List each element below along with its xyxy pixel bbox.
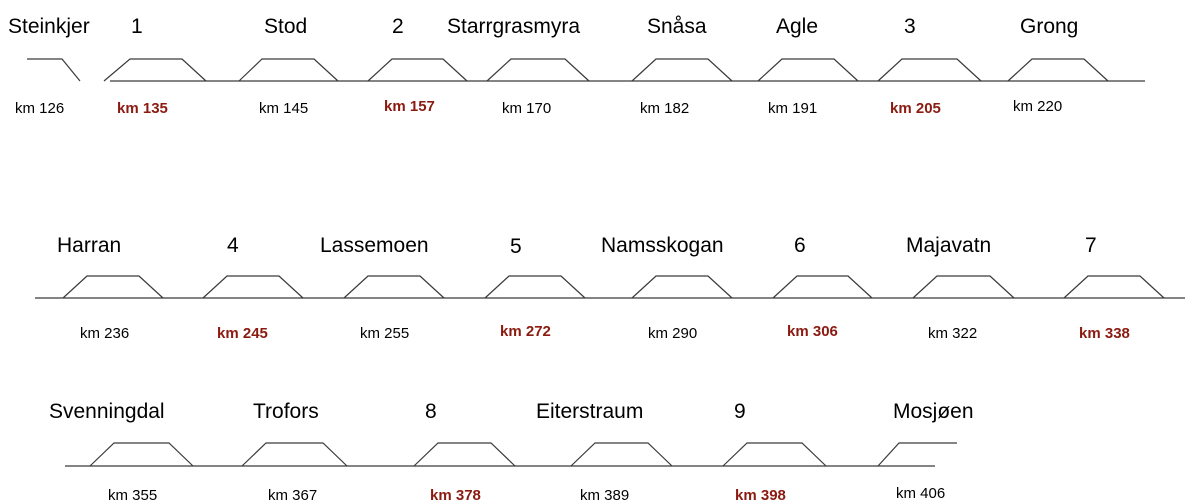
km-marker-label: km 145	[259, 100, 309, 117]
station-symbol	[723, 443, 826, 466]
station-symbol	[487, 59, 589, 81]
km-marker-label: km 182	[640, 100, 690, 117]
station-symbol	[1064, 276, 1164, 298]
km-marker-label: km 367	[268, 487, 318, 504]
km-marker-label: km 272	[500, 323, 551, 340]
station-symbol	[27, 59, 80, 81]
station-symbol	[368, 59, 467, 81]
station-name-label: Stod	[264, 15, 308, 38]
section-number-label: 9	[734, 400, 746, 423]
station-name-label: Agle	[776, 15, 819, 38]
station-name-label: Steinkjer	[8, 15, 90, 38]
section-number-label: 4	[227, 234, 239, 257]
diagram-row-1	[8, 15, 1145, 117]
station-symbol	[242, 443, 347, 466]
station-symbol	[63, 276, 163, 298]
km-marker-label: km 406	[896, 485, 946, 502]
km-marker-label: km 220	[1013, 98, 1063, 115]
km-marker-label: km 255	[360, 325, 410, 342]
station-name-label: Grong	[1020, 15, 1079, 38]
station-name-label: Snåsa	[647, 15, 707, 38]
station-name-label: Majavatn	[906, 234, 992, 257]
station-name-label: Lassemoen	[320, 234, 429, 257]
station-symbol	[913, 276, 1014, 298]
station-symbol	[773, 276, 872, 298]
km-marker-label: km 126	[15, 100, 65, 117]
section-number-label: 1	[131, 15, 143, 38]
section-number-label: 2	[392, 15, 404, 38]
station-name-label: Starrgrasmyra	[447, 15, 581, 38]
diagram-row-3	[49, 400, 974, 504]
km-marker-label: km 135	[117, 100, 168, 117]
station-symbol	[632, 59, 732, 81]
station-name-label: Harran	[57, 234, 122, 257]
km-marker-label: km 355	[108, 487, 158, 504]
km-marker-label: km 378	[430, 487, 481, 504]
station-name-label: Mosjøen	[893, 400, 974, 423]
km-marker-label: km 170	[502, 100, 552, 117]
station-symbol	[344, 276, 444, 298]
station-symbol	[239, 59, 338, 81]
km-marker-label: km 290	[648, 325, 698, 342]
km-marker-label: km 398	[735, 487, 786, 504]
station-symbol	[632, 276, 732, 298]
station-symbol	[758, 59, 858, 81]
station-symbol	[90, 443, 193, 466]
station-symbol	[104, 59, 206, 81]
station-name-label: Trofors	[253, 400, 319, 423]
station-name-label: Namsskogan	[601, 234, 724, 257]
station-name-label: Eiterstraum	[536, 400, 644, 423]
km-marker-label: km 205	[890, 100, 941, 117]
km-marker-label: km 389	[580, 487, 630, 504]
section-number-label: 7	[1085, 234, 1097, 257]
km-marker-label: km 338	[1079, 325, 1130, 342]
km-marker-label: km 322	[928, 325, 978, 342]
km-marker-label: km 236	[80, 325, 130, 342]
section-number-label: 3	[904, 15, 916, 38]
station-symbol	[485, 276, 585, 298]
section-number-label: 6	[794, 234, 806, 257]
section-number-label: 8	[425, 400, 437, 423]
station-symbol	[203, 276, 303, 298]
km-marker-label: km 306	[787, 323, 838, 340]
station-symbol	[878, 443, 957, 466]
station-symbol	[414, 443, 515, 466]
km-marker-label: km 157	[384, 98, 435, 115]
diagram-row-2	[35, 234, 1185, 342]
station-symbol	[878, 59, 981, 81]
section-number-label: 5	[510, 235, 522, 258]
km-marker-label: km 245	[217, 325, 268, 342]
km-marker-label: km 191	[768, 100, 818, 117]
station-name-label: Svenningdal	[49, 400, 165, 423]
station-symbol	[571, 443, 672, 466]
station-symbol	[1008, 59, 1108, 81]
